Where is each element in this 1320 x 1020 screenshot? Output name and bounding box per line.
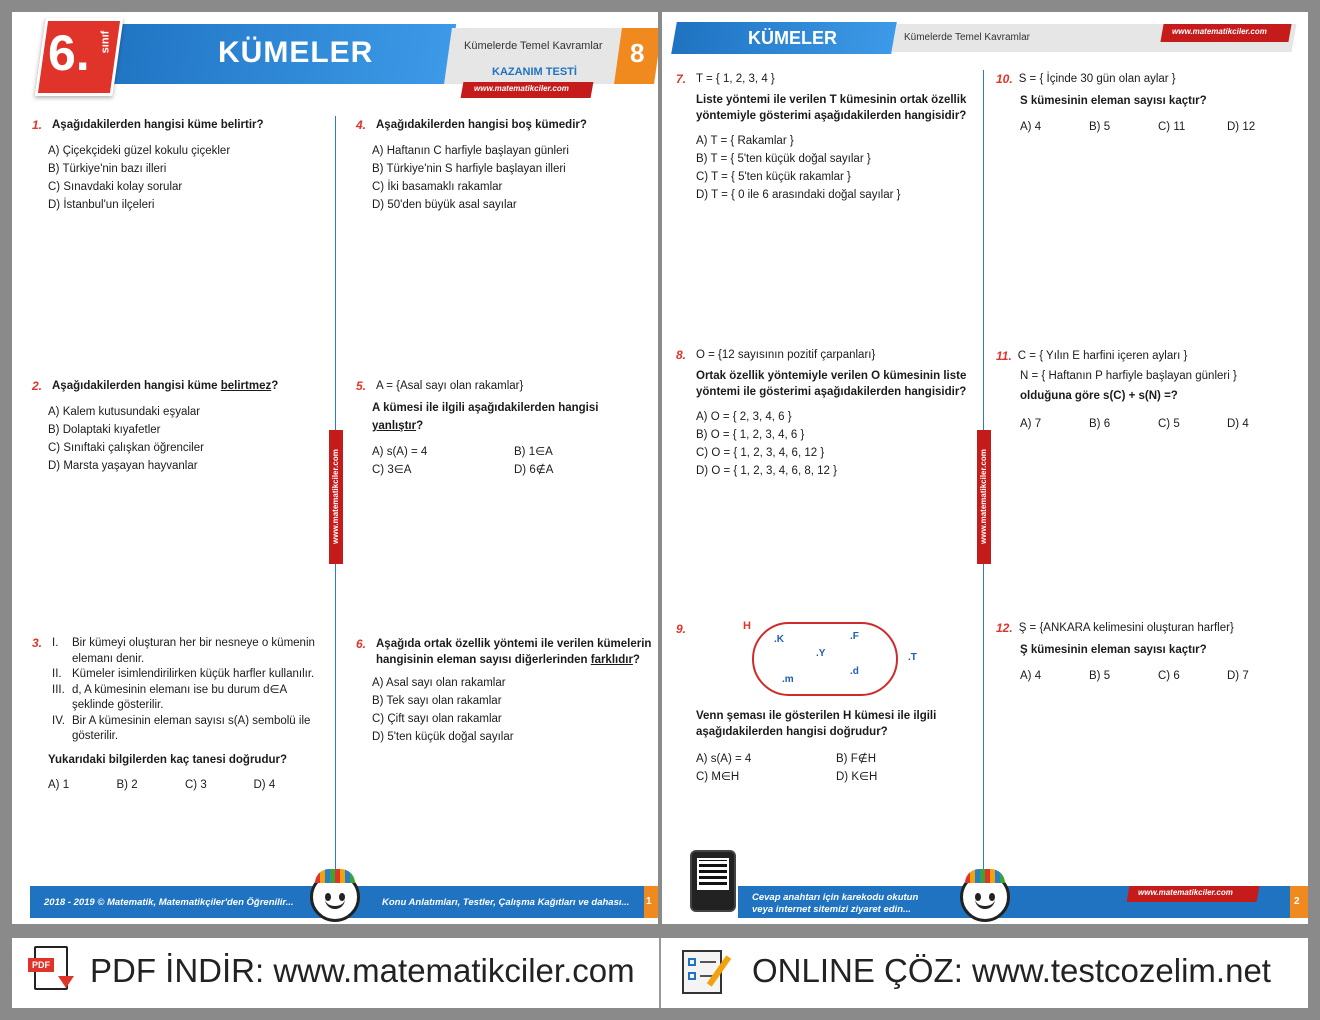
question-number: 8. (676, 348, 687, 362)
question-number: 7. (676, 72, 687, 86)
statement-text: Bir A kümesinin eleman sayısı s(A) sembolü ile gösterilir. (72, 714, 311, 742)
option-d[interactable]: D) Marsta yaşayan hayvanlar (48, 460, 198, 472)
page-title: KÜMELER (748, 28, 837, 48)
question-3 (32, 636, 322, 794)
checklist-icon (682, 948, 732, 998)
option-d[interactable]: D) 12 (1227, 121, 1256, 133)
option-c[interactable]: C) 6 (1158, 670, 1180, 682)
option-b[interactable]: B) 5 (1089, 670, 1111, 682)
question-number: 3. (32, 636, 43, 650)
question-stem: Aşağıdakilerden hangisi boş kümedir? (376, 119, 587, 131)
option-b[interactable]: B) Türkiye'nin S harfiyle başlayan illeri (372, 163, 566, 175)
option-b[interactable]: B) 2 (116, 779, 138, 791)
question-10 (996, 70, 1296, 136)
option-c[interactable]: C) İki basamaklı rakamlar (372, 181, 503, 193)
question-number: 1. (32, 118, 43, 132)
footer-note-line-2: veya internet sitemizi ziyaret edin... (752, 904, 911, 915)
option-d[interactable]: D) 4 (1227, 418, 1249, 430)
question-2 (32, 377, 328, 475)
option-d[interactable]: D) 6∉A (514, 464, 554, 476)
option-b[interactable]: B) Dolaptaki kıyafetler (48, 424, 161, 436)
option-c[interactable]: C) Çift sayı olan rakamlar (372, 713, 502, 725)
worksheet-page-2 (662, 12, 1308, 924)
option-a[interactable]: A) 4 (1020, 121, 1042, 133)
subtitle: Kümelerde Temel Kavramlar (464, 40, 603, 52)
question-stem: Aşağıdakilerden hangisi küme belirtir? (52, 119, 264, 131)
option-d[interactable]: D) K∈H (836, 771, 878, 783)
option-b[interactable]: B) Tek sayı olan rakamlar (372, 695, 502, 707)
footer-note-line-1: Cevap anahtarı için karekodu okutun (752, 892, 919, 903)
question-12 (996, 619, 1296, 685)
question-number: 9. (676, 622, 687, 636)
question-given: Ş = {ANKARA kelimesini oluşturan harfler} (1018, 622, 1234, 634)
question-9-body (676, 708, 976, 786)
option-c[interactable]: C) M∈H (696, 771, 740, 783)
grade-number: 6. (48, 25, 90, 81)
footer-left-text: 2018 - 2019 © Matematik, Matematikçiler'den Öğrenilir... (44, 897, 294, 908)
option-a[interactable]: A) 4 (1020, 670, 1042, 682)
statement-key: II. (52, 668, 62, 680)
download-arrow-icon (58, 976, 74, 988)
footer-right-text: Konu Anlatımları, Testler, Çalışma Kağıtları ve dahası... (382, 897, 630, 908)
option-d[interactable]: D) 50'den büyük asal sayılar (372, 199, 517, 211)
question-8 (676, 346, 976, 480)
option-d[interactable]: D) 4 (253, 779, 276, 791)
option-d[interactable]: D) 7 (1227, 670, 1249, 682)
option-b[interactable]: B) F∉H (836, 753, 877, 765)
venn-element: .d (850, 666, 859, 677)
question-stem: Ş kümesinin eleman sayısı kaçtır? (1020, 644, 1207, 656)
option-b[interactable]: B) 1∈A (514, 446, 553, 458)
option-b[interactable]: B) Türkiye'nin bazı illeri (48, 163, 167, 175)
venn-diagram (738, 612, 938, 702)
statement-text: Kümeler isimlendirilirken küçük harfler kullanılır. (72, 668, 315, 680)
option-a[interactable]: A) Asal sayı olan rakamlar (372, 677, 506, 689)
statement-text: d, A kümesinin elemanı ise bu durum d∈A şeklinde gösterilir. (72, 683, 287, 711)
page-number: 1 (646, 896, 652, 907)
question-stem: olduğuna göre s(C) + s(N) =? (1020, 390, 1178, 402)
option-d[interactable]: D) 5'ten küçük doğal sayılar (372, 731, 514, 743)
statement-key: I. (52, 637, 59, 649)
option-d[interactable]: D) T = { 0 ile 6 arasındaki doğal sayılar } (696, 189, 901, 201)
option-a[interactable]: A) Haftanın C harfiyle başlayan günleri (372, 145, 569, 157)
footer-site-link[interactable]: www.matematikciler.com (1138, 888, 1233, 897)
option-a[interactable]: A) Çiçekçideki güzel kokulu çiçekler (48, 145, 231, 157)
question-number: 6. (356, 637, 367, 651)
online-solve-link[interactable]: ONLINE ÇÖZ: www.testcozelim.net (752, 952, 1271, 989)
question-number: 10. (996, 72, 1013, 86)
bottom-banner (12, 938, 1308, 1008)
option-b[interactable]: B) 5 (1089, 121, 1111, 133)
option-c[interactable]: C) 11 (1158, 121, 1186, 133)
option-c[interactable]: C) O = { 1, 2, 3, 4, 6, 12 } (696, 447, 825, 459)
question-stem: Aşağıdakilerden hangisi küme (52, 380, 221, 392)
option-a[interactable]: A) s(A) = 4 (696, 753, 752, 765)
site-label: www.matematikciler.com (1172, 27, 1267, 36)
test-type: KAZANIM TESTİ (492, 66, 577, 78)
test-number: 8 (630, 38, 645, 68)
question-stem-emphasis: belirtmez (220, 380, 272, 392)
question-stem-emphasis: farklıdır (590, 654, 633, 666)
question-given: S = { İçinde 30 gün olan aylar } (1018, 73, 1176, 85)
question-6 (356, 636, 652, 746)
question-stem-end: ? (271, 380, 279, 392)
question-stem-end: ? (632, 654, 640, 666)
side-tag: www.matematikciler.com (977, 430, 991, 564)
bottom-divider (659, 938, 661, 1008)
question-stem-end: ? (416, 420, 424, 432)
option-d[interactable]: D) İstanbul'un ilçeleri (48, 199, 155, 211)
option-c[interactable]: C) 5 (1158, 418, 1180, 430)
question-stem: Ortak özellik yöntemiyle verilen O kümesinin liste yöntemi ile gösterimi aşağıdakilerden hangisidir? (696, 370, 967, 398)
worksheet-page-1 (12, 12, 658, 924)
mascot-icon (960, 872, 1010, 922)
option-c[interactable]: C) 3∈A (372, 464, 412, 476)
question-given: O = {12 sayısının pozitif çarpanları} (696, 349, 876, 361)
side-tag: www.matematikciler.com (329, 430, 343, 564)
option-a[interactable]: A) O = { 2, 3, 4, 6 } (696, 411, 792, 423)
subtitle: Kümelerde Temel Kavramlar (904, 32, 1030, 43)
phone-qr-icon[interactable] (690, 850, 736, 912)
question-given: A = {Asal sayı olan rakamlar} (376, 380, 524, 392)
option-b[interactable]: B) T = { 5'ten küçük doğal sayılar } (696, 153, 871, 165)
venn-element: .m (782, 674, 794, 685)
option-c[interactable]: C) T = { 5'ten küçük rakamlar } (696, 171, 851, 183)
venn-set-label: H (743, 620, 751, 632)
pdf-file-icon[interactable] (28, 946, 74, 998)
page-title: KÜMELER (218, 36, 374, 69)
venn-element: .F (850, 631, 859, 642)
option-c[interactable]: C) Sınıftaki çalışkan öğrenciler (48, 442, 204, 454)
question-stem-emphasis: yanlıştır (372, 420, 417, 432)
pdf-download-link[interactable]: PDF İNDİR: www.matematikciler.com (90, 952, 635, 989)
question-number: 5. (356, 379, 367, 393)
option-d[interactable]: D) O = { 1, 2, 3, 4, 6, 8, 12 } (696, 465, 837, 477)
question-stem: A kümesi ile ilgili aşağıdakilerden hangisi (372, 402, 599, 414)
site-label: www.matematikciler.com (474, 84, 569, 93)
statement-key: III. (52, 683, 65, 696)
option-c[interactable]: C) Sınavdaki kolay sorular (48, 181, 183, 193)
question-4 (356, 116, 652, 214)
question-11 (996, 346, 1296, 434)
question-stem: S kümesinin eleman sayısı kaçtır? (1020, 95, 1207, 107)
venn-element-outside: .T (908, 652, 917, 663)
question-number: 11. (996, 349, 1012, 363)
question-7 (676, 70, 976, 204)
mascot-icon (310, 872, 360, 922)
question-number: 2. (32, 379, 43, 393)
option-c[interactable]: C) 3 (185, 779, 207, 791)
option-a[interactable]: A) 1 (48, 779, 70, 791)
option-a[interactable]: A) T = { Rakamlar } (696, 135, 794, 147)
question-stem: Venn şeması ile gösterilen H kümesi ile ilgili aşağıdakilerden hangisi doğrudur? (696, 710, 937, 738)
question-stem: Aşağıda ortak özellik yöntemi ile verilen kümelerin hangisinin eleman sayısı diğerlerinden (376, 638, 652, 666)
venn-element: .Y (816, 648, 826, 659)
page-number: 2 (1294, 896, 1300, 907)
statement-key: IV. (52, 714, 66, 727)
question-given: T = { 1, 2, 3, 4 } (696, 73, 775, 85)
option-b[interactable]: B) 6 (1089, 418, 1111, 430)
venn-element: .K (774, 634, 784, 645)
question-stem: Yukarıdaki bilgilerden kaç tanesi doğrudur? (48, 753, 288, 766)
option-a[interactable]: A) 7 (1020, 418, 1042, 430)
question-stem: Liste yöntemi ile verilen T kümesinin ortak özellik yöntemiyle gösterimi aşağıdakilerden hangisidir? (696, 94, 967, 122)
question-given-2: N = { Haftanın P harfiyle başlayan günleri } (1020, 370, 1237, 382)
option-a[interactable]: A) s(A) = 4 (372, 446, 428, 458)
option-a[interactable]: A) Kalem kutusundaki eşyalar (48, 406, 201, 418)
grade-word: sınıf (99, 30, 112, 54)
pdf-badge: PDF (28, 958, 54, 972)
question-given: C = { Yılın E harfini içeren ayları } (1017, 350, 1188, 362)
question-number: 12. (996, 621, 1013, 635)
question-number: 4. (356, 118, 367, 132)
question-1 (32, 116, 328, 214)
statement-text: Bir kümeyi oluşturan her bir nesneye o kümenin elemanı denir. (72, 637, 315, 665)
question-5 (356, 377, 652, 479)
option-b[interactable]: B) O = { 1, 2, 3, 4, 6 } (696, 429, 805, 441)
